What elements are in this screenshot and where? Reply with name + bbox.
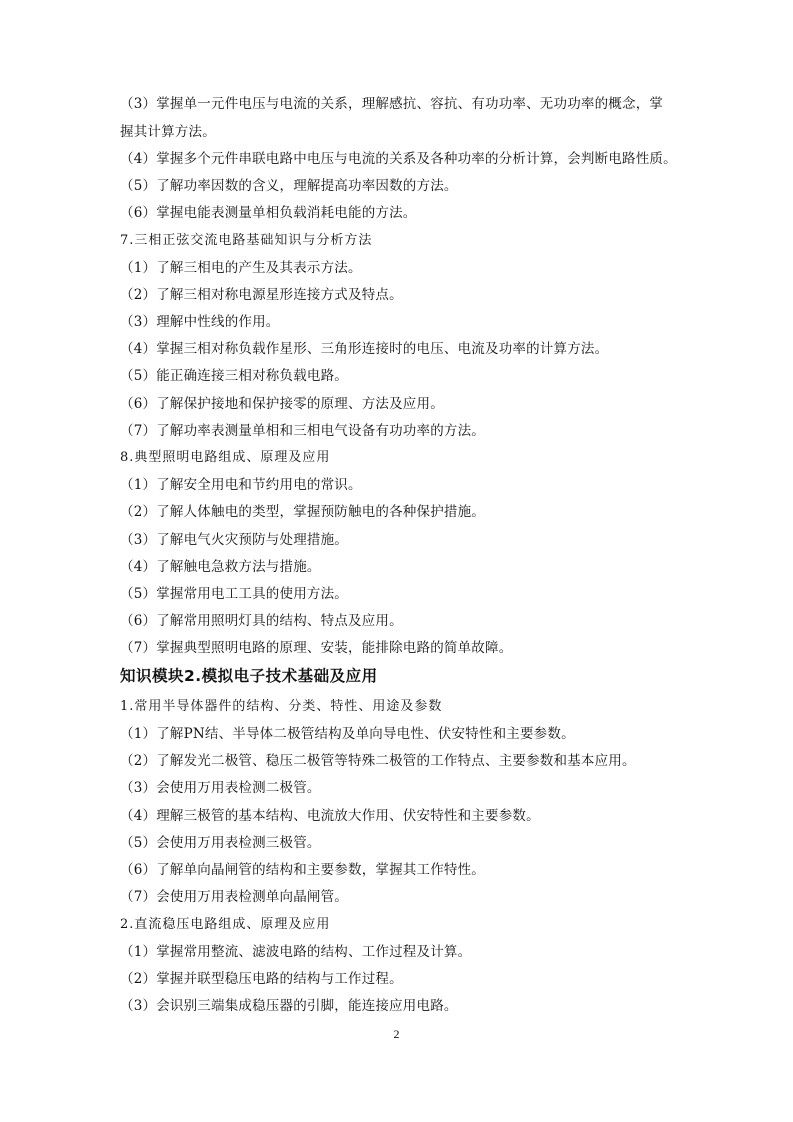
- text-line: （5）了解功率因数的含义，理解提高功率因数的方法。: [120, 178, 458, 194]
- text-line: （5）能正确连接三相对称负载电路。: [120, 368, 348, 384]
- text-line: （4）理解三极管的基本结构、电流放大作用、伏安特性和主要参数。: [120, 808, 540, 824]
- text-line: 握其计算方法。: [120, 124, 216, 140]
- text-line: （1）了解安全用电和节约用电的常识。: [120, 477, 362, 493]
- text-line: （3）了解电气火灾预防与处理措施。: [120, 532, 348, 548]
- text-line: （2）掌握并联型稳压电路的结构与工作过程。: [120, 971, 403, 987]
- text-line: （7）了解功率表测量单相和三相电气设备有功功率的方法。: [120, 423, 485, 439]
- text-line: （5）会使用万用表检测三极管。: [120, 835, 321, 851]
- text-line: （2）了解发光二极管、稳压二极管等特殊二极管的工作特点、主要参数和基本应用。: [120, 753, 636, 769]
- text-line: （1）掌握常用整流、滤波电路的结构、工作过程及计算。: [120, 944, 472, 960]
- section-heading: 2.直流稳压电路组成、原理及应用: [120, 917, 331, 932]
- text-line: （1）了解三相电的产生及其表示方法。: [120, 260, 362, 276]
- text-line: （6）了解保护接地和保护接零的原理、方法及应用。: [120, 396, 444, 412]
- text-line: （7）掌握典型照明电路的原理、安装，能排除电路的简单故障。: [120, 640, 513, 656]
- text-line: （4）了解触电急救方法与措施。: [120, 559, 321, 575]
- section-heading: 7.三相正弦交流电路基础知识与分析方法: [120, 233, 373, 248]
- text-line: （3）理解中性线的作用。: [120, 314, 280, 330]
- text-line: （2）了解人体触电的类型，掌握预防触电的各种保护措施。: [120, 504, 485, 520]
- text-line: （6）了解单向晶闸管的结构和主要参数，掌握其工作特性。: [120, 862, 485, 878]
- text-line: （3）会识别三端集成稳压器的引脚，能连接应用电路。: [120, 998, 458, 1014]
- page-number: 2: [393, 1027, 400, 1041]
- text-line: （3）会使用万用表检测二极管。: [120, 780, 321, 796]
- text-line: （6）了解常用照明灯具的结构、特点及应用。: [120, 613, 403, 629]
- text-line: （6）掌握电能表测量单相负载消耗电能的方法。: [120, 205, 417, 221]
- text-line: （2）了解三相对称电源星形连接方式及特点。: [120, 287, 403, 303]
- text-line: （5）掌握常用电工工具的使用方法。: [120, 586, 348, 602]
- text-line: （4）掌握多个元件串联电路中电压与电流的关系及各种功率的分析计算，会判断电路性质。: [120, 151, 677, 167]
- text-line: （4）掌握三相对称负载作星形、三角形连接时的电压、电流及功率的计算方法。: [120, 341, 609, 357]
- module-heading: 知识模块2.模拟电子技术基础及应用: [120, 667, 378, 685]
- text-line: （7）会使用万用表检测单向晶闸管。: [120, 889, 348, 905]
- text-line: （1）了解PN结、半导体二极管结构及单向导电性、伏安特性和主要参数。: [120, 726, 575, 742]
- section-heading: 8.典型照明电路组成、原理及应用: [120, 450, 331, 465]
- text-line: （3）掌握单一元件电压与电流的关系，理解感抗、容抗、有功功率、无功功率的概念，掌: [120, 96, 664, 112]
- section-heading: 1.常用半导体器件的结构、分类、特性、用途及参数: [120, 699, 443, 714]
